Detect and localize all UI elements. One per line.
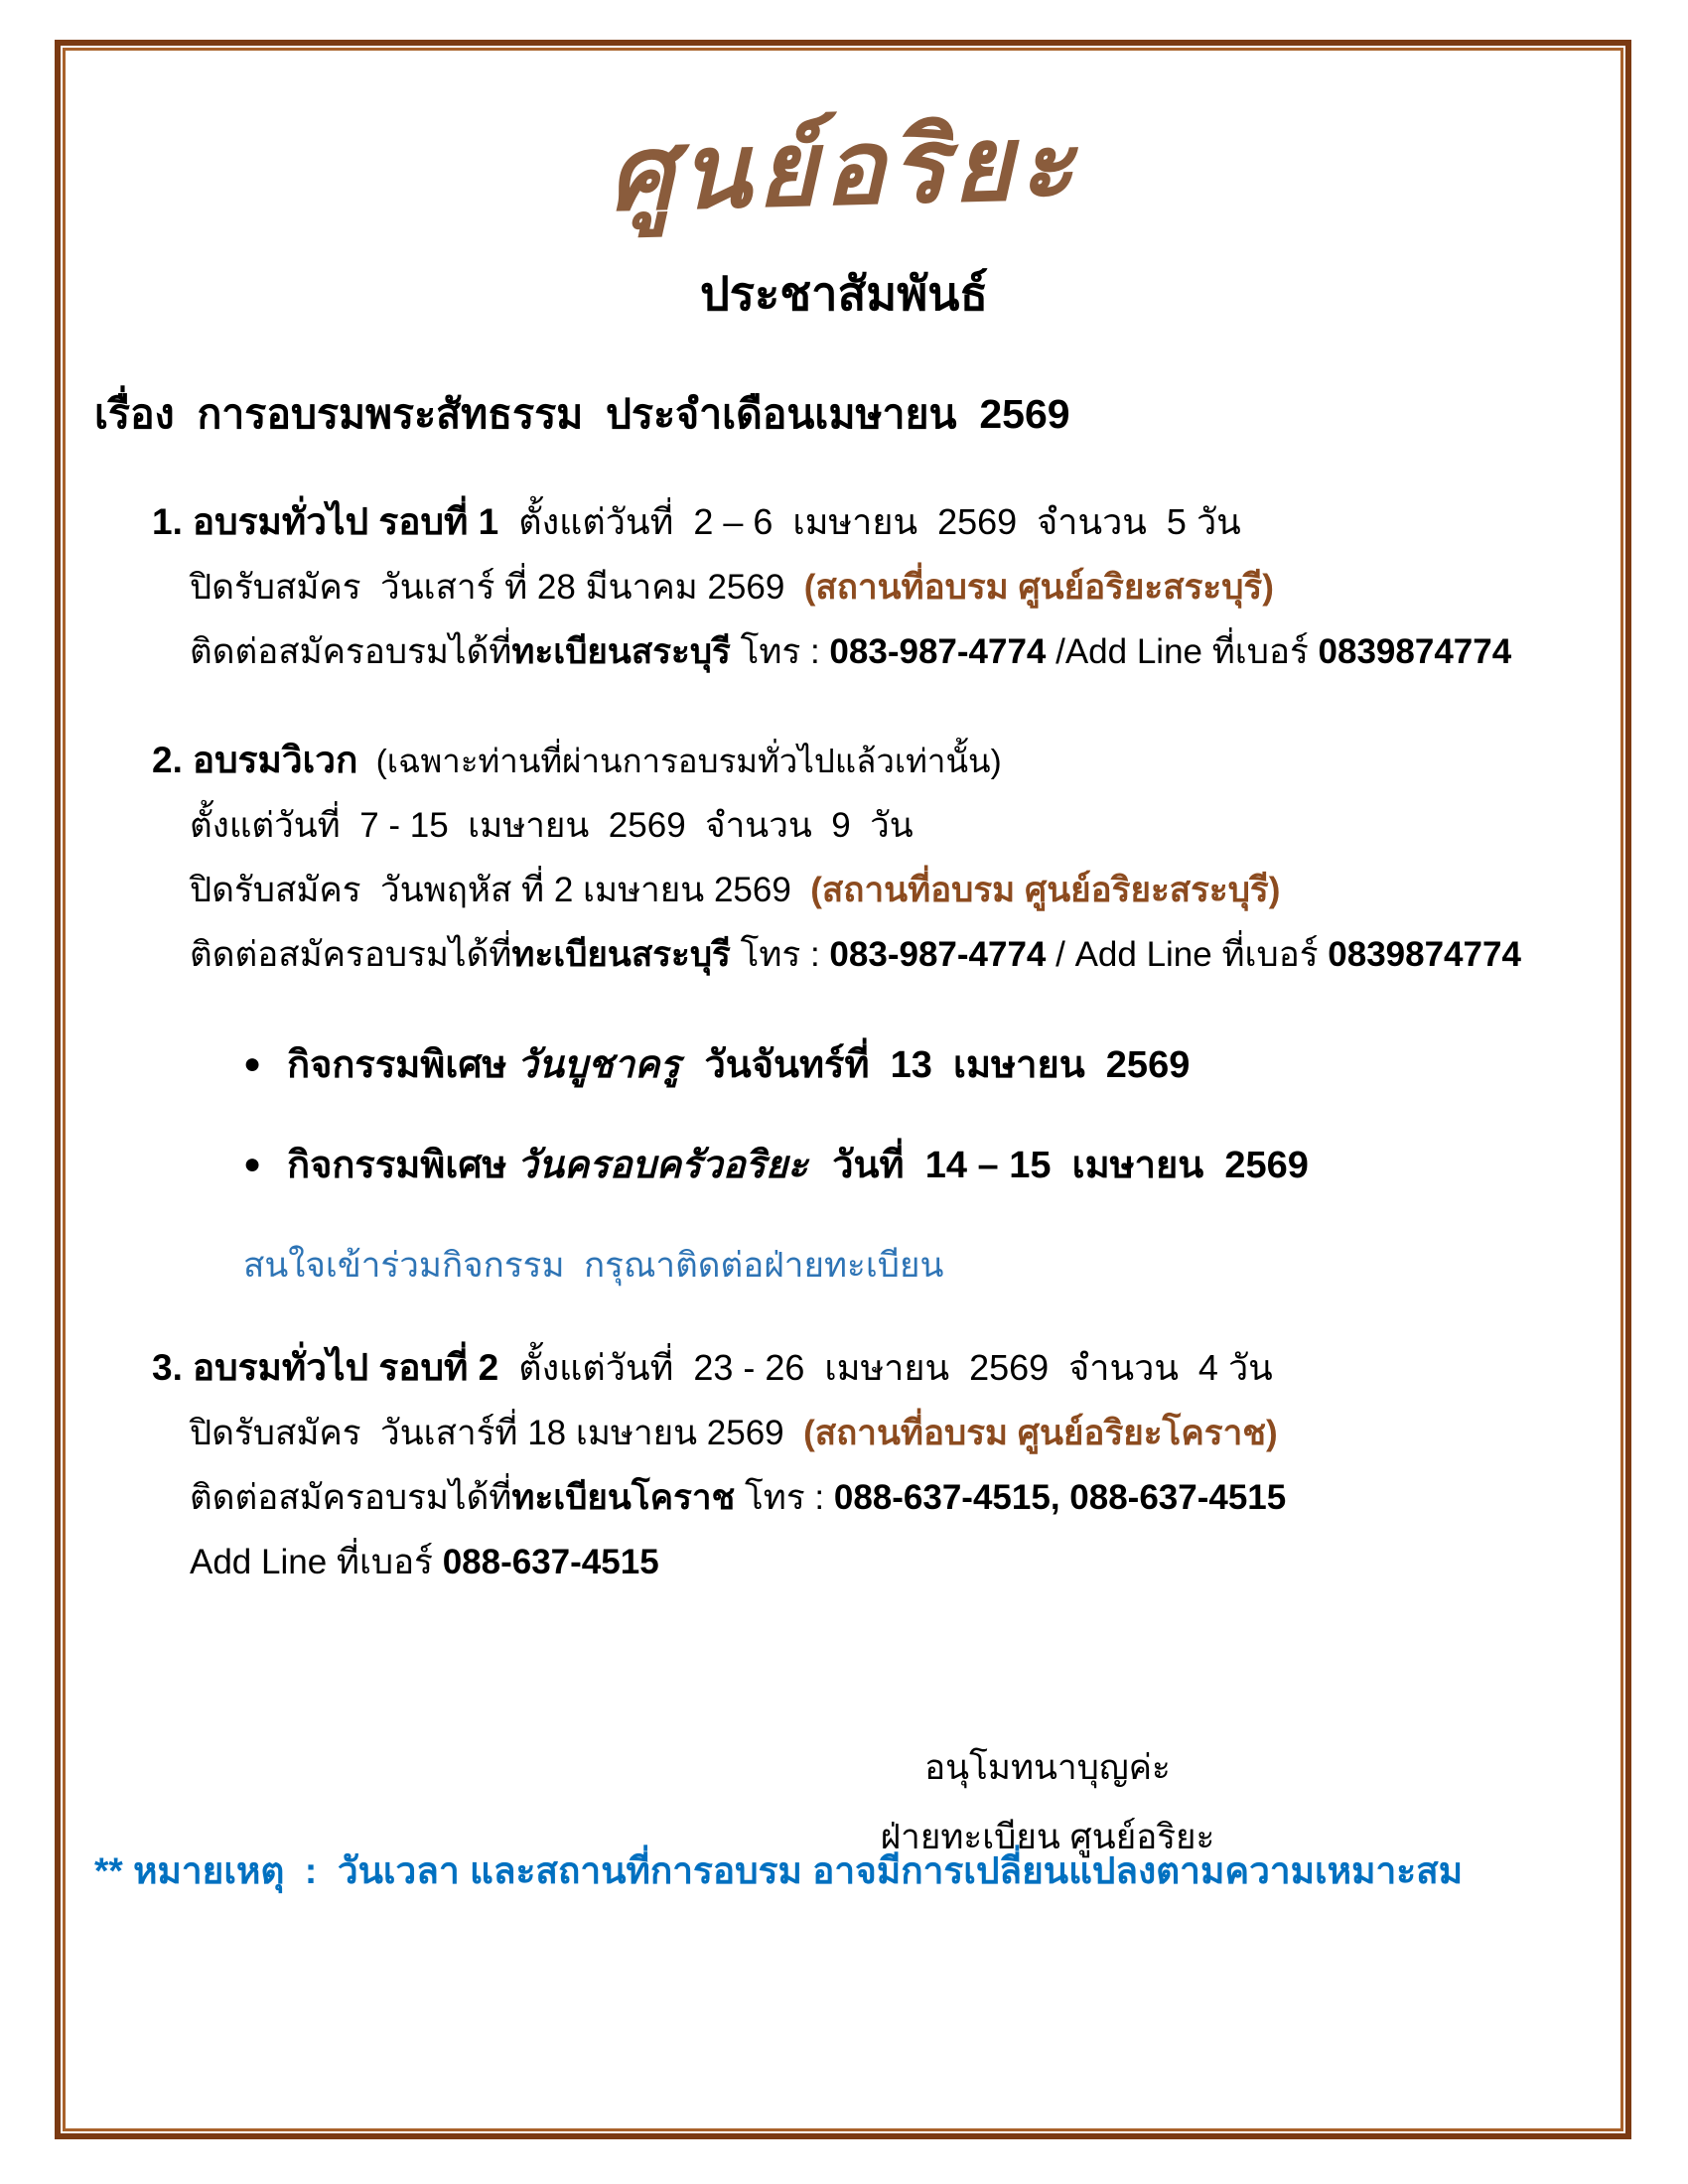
- registry-office-name: ทะเบียนโคราช: [511, 1477, 736, 1517]
- bullet-icon: ●: [243, 1147, 262, 1180]
- item-title: อบรมทั่วไป รอบที่ 1: [192, 501, 499, 542]
- registration-deadline-line: [94, 1402, 1594, 1466]
- activity-name: วันครอบครัวอริยะ: [516, 1144, 808, 1186]
- item-heading: [94, 488, 1594, 556]
- activity-contact-note: สนใจเข้าร่วมกิจกรรม กรุณาติดต่อฝ่ายทะเบียน: [243, 1245, 944, 1285]
- phone-number: 083-987-4774: [829, 934, 1047, 974]
- training-location: (สถานที่อบรม ศูนย์อริยะสระบุรี): [810, 871, 1281, 910]
- subject-line: เรื่อง การอบรมพระสัทธรรม ประจำเดือนเมษายน 2569: [94, 391, 1070, 437]
- activity-label: กิจกรรมพิเศษ: [287, 1043, 507, 1086]
- contact-prefix: ติดต่อสมัครอบรมได้ที่: [190, 632, 512, 672]
- line-number: 088-637-4515: [442, 1542, 659, 1581]
- special-activity-family-day: [94, 1134, 1594, 1194]
- phone-number: 083-987-4774: [829, 632, 1047, 672]
- phone-label: โทร :: [735, 1477, 834, 1517]
- contact-line: [94, 923, 1594, 988]
- activity-date: วันจันทร์ที่ 13 เมษายน 2569: [693, 1043, 1191, 1086]
- item-heading: [94, 727, 1594, 794]
- item-schedule: ตั้งแต่วันที่ 2 – 6 เมษายน 2569 จำนวน 5 วัน: [498, 501, 1241, 542]
- item-general-training-round2: [94, 1334, 1594, 1595]
- remark-footnote: ** หมายเหตุ : วันเวลา และสถานที่การอบรม อาจมีการเปลี่ยนแปลงตามความเหมาะสม: [94, 1850, 1464, 1891]
- schedule-text: ตั้งแต่วันที่ 7 - 15 เมษายน 2569 จำนวน 9 วัน: [190, 806, 914, 846]
- page-title: ประชาสัมพันธ์: [699, 267, 989, 320]
- deadline-text: ปิดรับสมัคร วันพฤหัส ที่ 2 เมษายน 2569: [190, 871, 811, 910]
- contact-prefix: ติดต่อสมัครอบรมได้ที่: [190, 934, 512, 974]
- contact-line: [94, 620, 1594, 685]
- deadline-text: ปิดรับสมัคร วันเสาร์ที่ 18 เมษายน 2569: [190, 1414, 804, 1453]
- activity-name: วันบูชาครู: [516, 1043, 680, 1086]
- bullet-icon: ●: [243, 1046, 262, 1080]
- training-location: (สถานที่อบรม ศูนย์อริยะโคราช): [803, 1414, 1278, 1453]
- contact-line: [94, 1466, 1594, 1531]
- line-number: 0839874774: [1318, 632, 1512, 672]
- registry-office-name: ทะเบียนสระบุรี: [511, 632, 731, 672]
- document-body: [94, 69, 1594, 2105]
- training-location: (สถานที่อบรม ศูนย์อริยะสระบุรี): [803, 568, 1274, 608]
- special-activity-teacher-day: [94, 1033, 1594, 1094]
- phone-label: โทร :: [730, 632, 830, 672]
- registry-office-name: ทะเบียนสระบุรี: [511, 934, 731, 974]
- addline-label: Add Line ที่เบอร์: [190, 1542, 443, 1581]
- phone-label: โทร :: [730, 934, 830, 974]
- item-title: อบรมวิเวก: [192, 739, 358, 780]
- item-title: อบรมทั่วไป รอบที่ 2: [192, 1346, 499, 1388]
- phone-number: 088-637-4515, 088-637-4515: [833, 1477, 1287, 1517]
- closing-signature: ฝ่ายทะเบียน ศูนย์อริยะ: [880, 1818, 1215, 1857]
- item-qualifier: (เฉพาะท่านที่ผ่านการอบรมทั่วไปแล้วเท่านั้น): [357, 742, 1002, 779]
- item-number: 1.: [152, 501, 183, 542]
- training-items: [94, 488, 1594, 1594]
- registration-deadline-line: [94, 556, 1594, 620]
- ariya-center-logo: ศูนย์อริยะ: [606, 104, 1082, 233]
- registration-deadline-line: [94, 859, 1594, 923]
- addline-line: [94, 1531, 1594, 1595]
- line-number: 0839874774: [1328, 934, 1521, 974]
- item-number: 3.: [152, 1346, 183, 1388]
- addline-label: /Add Line ที่เบอร์: [1046, 632, 1319, 672]
- item-number: 2.: [152, 739, 183, 780]
- schedule-line: [94, 794, 1594, 859]
- addline-label: / Add Line ที่เบอร์: [1046, 934, 1329, 974]
- item-viveka-training: [94, 727, 1594, 1293]
- contact-prefix: ติดต่อสมัครอบรมได้ที่: [190, 1477, 512, 1517]
- closing-thanks: อนุโมทนาบุญค่ะ: [924, 1748, 1171, 1788]
- deadline-text: ปิดรับสมัคร วันเสาร์ ที่ 28 มีนาคม 2569: [190, 568, 804, 608]
- activity-date: วันที่ 14 – 15 เมษายน 2569: [821, 1144, 1309, 1186]
- activity-label: กิจกรรมพิเศษ: [287, 1144, 507, 1186]
- special-activities: [94, 1033, 1594, 1293]
- item-heading: [94, 1334, 1594, 1402]
- item-general-training-round1: [94, 488, 1594, 685]
- item-schedule: ตั้งแต่วันที่ 23 - 26 เมษายน 2569 จำนวน 4 วัน: [498, 1346, 1273, 1388]
